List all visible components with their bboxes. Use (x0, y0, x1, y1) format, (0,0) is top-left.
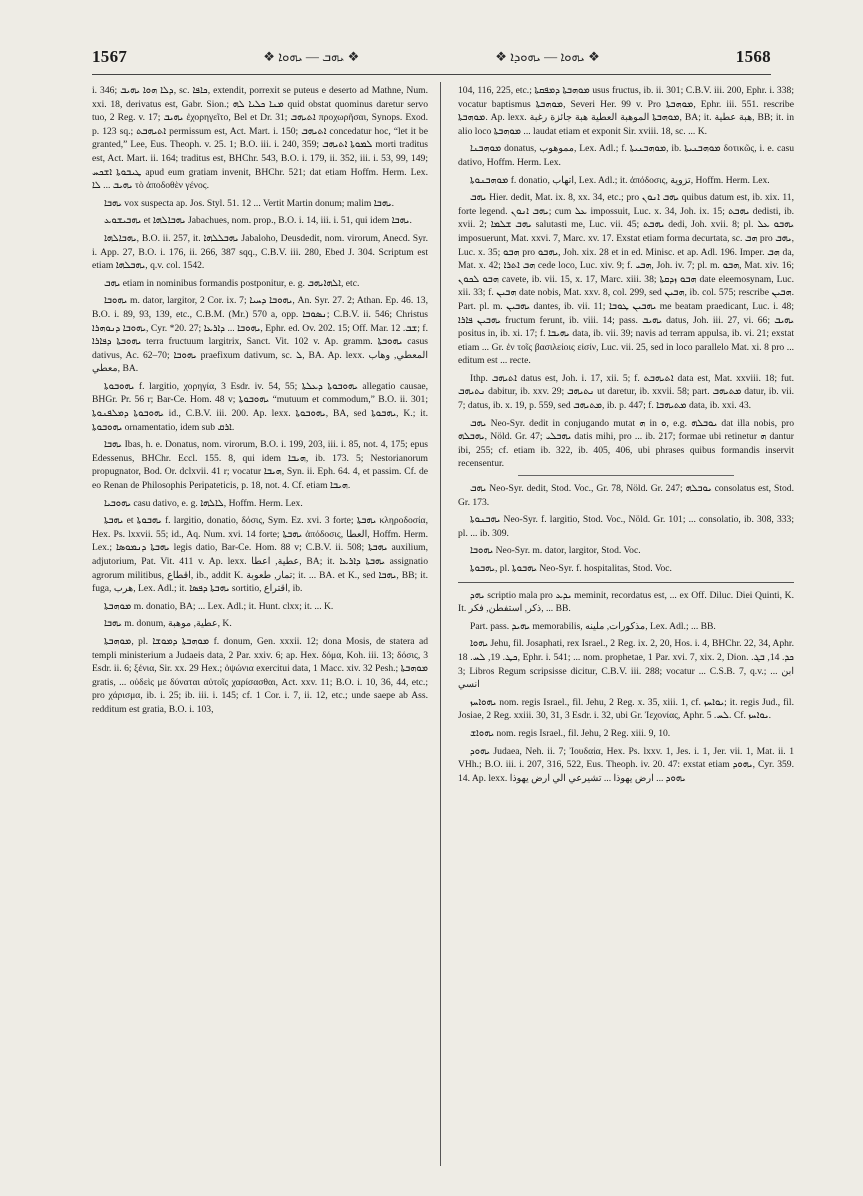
entry-paragraph: ܝܗܒܬܐ et ܝܗܒܘܬܐ f. largitio, donatio, δόσις, Sym. Ez. xvi. 3 forte; ܝܗܒܬܐ κληροδοσία, Hex. Ps. lxxvii. 55; id., Aq. Num. xvi. 14 forte; ܝܗܒܬܐ ἀπόδοσις, العطا, Hoffm. Herm. Lex.; ܝܗܒܬܐ ܕܢܡܘܣܐ legis datio, Bar-Ce. Hom. 88 v; C.B.V. ii. 508; ܝܗܒܬܐ auxilium, adjutorium, Pat. Vit. 411 v. Ap. lexx. عطية, اعطا, BA; it. ܝܗܒܬܐ ܕܐܪܥܐ assignatio agrorum militibus, اقطاع, ib., addit K. تمار, طعوبة; it. ... BA. et K., sed ܝܗܒܐ, BB; it. fuga, هرب, Lex. Adl.; it. ܝܗܒܬܐ ܕܦܣܐ sortitio, اقتراع, ib. (92, 515, 428, 595)
section-rule (458, 582, 794, 583)
entry-paragraph: ܝܗܒ Neo-Syr. dedit, Stod. Voc., Gr. 78, Nöld. Gr. 247; ܝܘܒܠܗ consolatus est, Stod. Gr. 173. (458, 483, 794, 508)
entry-paragraph: ܝܗܒܐ m. donum, عطية, موهبة, K. (104, 618, 232, 630)
entry-paragraph: 104, 116, 225, etc.; ܡܘܗܒܬܐ ܕܡܦܩܬܐ usus fructus, ib. ii. 301; C.B.V. iii. 200, Ephr. i. 338; vocatur baptismus ܡܘܗܒܬܐ, Severi Her. 99 v. Pro ܡܘܗܒܬܐ, Ephr. iii. 551. rescribe ܡܘܗܒܬܐ. Ap. lexx. ܡܘܗܒܬܐ الموهبة العطية هبة جائزة رغبة, BA; it. هبة عطية, BB; it. in alio loco ܡܘܗܒܬܐ ... laudat etiam et exponit Sir. xviii. 18, sc. ... K. (458, 85, 794, 137)
entry-paragraph: ܝܗܒ Neo-Syr. dedit in conjugando mutat ܗ in ܘ, e.g. ܝܘܒܠܗ dat illa nobis, pro ܝܗܒܠܗ, Nöld. Gr. 47; ܝܗܒܠܝ datis mihi, pro ... ib. 217; formae ubi retinetur ܗ dantur ibi, 255; cf. etiam ib. 322, ib. 405, 406, ubi phrases quibus formandis inservit recensentur. (458, 417, 794, 470)
entry-paragraph: ܝܗܕ scriptio mala pro ܝܕܥ meminit, recordatus est, ... ex Off. Diluc. Diei Quinti, K. It. ذكر, استفطن, فكر, ... BB. (458, 589, 794, 615)
entry-paragraph: ܝܗܒ Hier. dedit, Mat. ix. 8, xx. 34, etc.; pro ܝܗܒ ܐܢܘܢ quibus datum est, ib. xix. 11, forte legend. ܝܗܒ ܐܢܘܢ; cum ܥܠ impossuit, Luc. x. 34, Joh. ix. 15; ܝܗܒܬ dedisti, ib. xvii. 2; ܝܗܒ ܫܠܡܐ salutasti me, Luc. vii. 45; ܝܗܒܬ dedi, Joh. xvii. 8; pl. ܝܗܒܘ ܥܠ imposuerunt, Mat. xxvi. 7, Marc. xv. 17. Exstat etiam forma decurtata, sc. ܗܒ pro ܝܗܒ, Luc. x. 35; ܗܒܘ pro ܝܗܒܘ, Joh. xix. 28 et in ed. Minisc. et ap. Adl. 196. Imper. ܗܒ da, Mat. x. 42; ܗܒ ܐܬܪܐ cede loco, Luc. xiv. 9; f. ܗܒܝ, Joh. iv. 7; pl. m. ܗܒܘ, Mat. xiv. 16; ܗܒܘ ܠܟܘܢ cavete, ib. vii. 15, x. 17, Marc. xiii. 38; ܗܒܘ ܙܕܩܬܐ date eleemosynam, Luc. xii. 33; f. ܗܒܝܢ date nobis, Mat. xxv. 8, col. 299, sed ܗܒܝܢ, ib. col. 575; rescribe ܗܒܝܢ. Part. pl. m. ܝܗܒܝܢ dantes, ib. vii. 11; ܝܗܒܝܢ ܛܘܒܐ me beatam praedicant, Luc. i. 48; ܝܗܒܝܢ ܦܐܪܐ fructum ferunt, ib. viii. 14; pass. ܝܗܝܒ datus, Joh. iii. 27, vi. 66; ܝܗܝܒ positus in, ib. xi. 17; f. ܝܗܝܒܐ data, ib. vii. 39; navis ad terram appulsa, ib. vi. 21; exstat etiam ... Gr. ἐν τοῖς βασιλείοις εἰσίν, Luc. vii. 25, sed in loco parallelo Mat. xi. 8 pro ... editum est ... recte. (458, 192, 794, 367)
entry-paragraph: ܝܗܘܒܐ m. dator, largitor, 2 Cor. ix. 7; ܝܗܘܒܐ ܕܚܝܐ, An. Syr. 27. 2; Athan. Ep. 46. 13, B.O. i. 89, 93, 139, etc., C.B.M. (Mr.) 570 a, opp. ܢܣܘܒܐ; C.B.V. ii. 546; Christus ܝܗܘܒܐ ܕܢܘܗܪܐ, Cyr. *20. 27; ܝܗܘܒܐ ... ܕܐܪܥܐ, Ephr. ed. Ov. 202. 15; Off. Mar. ܫܒ. 12; f. ܝܗܘܒܬܐ ܕܦܐܪܐ terra fructuum largitrix, Sanct. Vit. 102 v. Ap. gramm. ܝܗܘܒܬܐ casus dativus, Ac. 62–70; ܝܗܘܒܐ praefixum dativum, sc. ܠ, BA. Ap. lexx. المعطي, وهاب معطي, BA. (92, 295, 428, 375)
entry-paragraph: ܝܗܒܐ Ibas, h. e. Donatus, nom. virorum, B.O. i. 199, 203, iii. i. 85, not. 4, 175; epus Edessenus, BHChr. Eccl. 155. 8, qui idem ܗܝܒܐ, ib. 173. 5; Nestorianorum propugnator, Bod. Or. dclxvii. 41 r; vocatur ܗܝܒܐ, Syn. ii. Eph. 64. 4, et passim. Cf. de eo Renan de Philosophis Peripateticis, p. 18, not. 4. Cf. etiam ܗܝܒܐ. (92, 439, 428, 492)
entry-paragraph: i. 346; ܕܠܐ ܗܘܐ ܝܗܝܒ, sc. ܟܐܦܐ, extendit, porrexit se puteus e deserto ad Mathne, Num. xxi. 18, derivatus est, Gabr. Sion.; ܡܢܐ ܟܠܝܐ ܠܗ quid obstat quominus daretur servo tuo, 2 Reg. v. 17; ܝܗܝܒ ἐχορηγεῖτο, Bel et Dr. 31; ܐܬܝܗܒ προχωρῆσαι, Synops. Exod. p. 123 sq.; ܐܬܝܗܒܬ permissum est, Act. Mart. i. 150; ܐܬܝܗܒ concedatur hoc, “let it be granted,” Lee, Eus. Theoph. v. 25. 1; B.O. iii. i. 240, 359; ܠܡܘܬܐ ܐܬܝܗܒ morti traditus est, Act. Mart. ii. 164; traditus est, BHChr. 543, B.O. i. 179, ii. 352, iii. i. 53, 99, 149; ܛܝܒܘܬܐ ܐܫܟܚ apud eum gratiam invenit, BHChr. 521; dat etiam Hoffm. Herm. Lex. ܝܗܝܒ ... ܠܐ τὸ ἀποδοθὲν γένος. (92, 85, 428, 192)
page-header (92, 44, 771, 70)
right-running-title: ❖ ܝܗܘܐ — ܝܗܘܕܐ ❖ (495, 49, 600, 64)
entry-paragraph: ܝܗܘܐܚܙ nom. regis Israel., fil. Jehu, 2 Reg. x. 35, xiii. 1, cf. ܝܘܐܚܙ; it. regis Jud., fil. Josiae, 2 Reg. xxiii. 30, 31, 3 Esdr. i. 32, ubi Gr. Ἰεχονίας, Aphr. ܠܚ. 5. Cf. ܝܘܐܚܙ. (458, 696, 794, 722)
entry-paragraph: ܝܗܒܢܘܬܐ Neo-Syr. f. largitio, Stod. Voc., Nöld. Gr. 101; ... consolatio, ib. 308, 333; pl. ... ib. 309. (458, 514, 794, 539)
right-page-number: 1568 (735, 47, 771, 66)
entry-paragraph: ܝܗܒܐ vox suspecta ap. Jos. Styl. 51. 12 ... Vertit Martin donum; malim ܝܗܒܐ. (104, 197, 395, 209)
entry-paragraph: ܝܗܘܐ Jehu, fil. Josaphati, rex Israel., 2 Reg. ix. 2, 20, Hos. i. 4, BHChr. 22, 34, Aphr. ܟܛ. 19, ܠܚ. 18, Ephr. i. 541; ... nom. prophetae, 1 Par. xvi. 7, xix. 2, Dion. ܟܕ. 14, ܒܓ. 3; Libros Regum scripsisse dicitur, C.B.V. iii. 288; vocatur ... C.S.B. 7, q.v.; ... ابن انسي (458, 638, 794, 691)
entry-paragraph: ܝܗܘܒܘܬܐ f. largitio, χορηγία, 3 Esdr. iv. 54, 55; ܝܗܘܒܘܬܐ ܕܥܠܬܐ allegatio causae, BHGr. Pr. 56 r; Bar-Ce. Hom. 48 v; ܝܗܘܒܘܬܐ “mutuum et commodum,” B.O. ii. 301; ܝܗܘܒܘܬܐ ܕܡܠܦܢܘܬܐ id., C.B.V. iii. 200. Ap. lexx. ܝܗܘܒܘܬܐ, BA, sed ܝܗܒܘܬܐ, K.; it. ܝܗܘܒܘܬܐ ornamentatio, idem sub ܐܪܩ. (92, 380, 428, 433)
entry-paragraph: ܝܗܘܒܐ Neo-Syr. m. dator, largitor, Stod. Voc. (470, 545, 641, 557)
entry-paragraph: Part. pass. ܝܗܝܕ memorabilis, مذكورات, ملينه, Lex. Adl.; ... BB. (470, 620, 716, 632)
entry-paragraph: ܝܗܒܘܬܐ, pl. ܝܗܒܘܬܐ Neo-Syr. f. hospitalitas, Stod. Voc. (470, 563, 672, 574)
left-running-title: ❖ ܝܗܒ — ܝܗܘܐ ❖ (263, 49, 360, 64)
entry-paragraph: ܝܗܒܝܫܘܥ et ܝܗܒܐܠܗܐ Jabachues, nom. prop., B.O. i. 14, iii. i. 51, qui idem ܝܗܒܐ. (104, 215, 412, 227)
entry-paragraph: ܡܘܗܒܢܐ donatus, مموهوب, Lex. Adl.; f. ܡܘܗܒܢܝܬܐ, ib. ܡܘܗܒܢܝܬܐ δοτικῶς, i. e. casu dativo, Hoffm. Herm. Lex. (458, 143, 794, 168)
section-rule (518, 475, 734, 476)
entry-paragraph: ܝܗܒܐܠܗܐ, B.O. ii. 257, it. ܝܗܒܠܠܗܐ Jabaloho, Deusdedit, nom. virorum, Anecd. Syr. i. App. 27, B.O. i. 176, ii. 266, 387 sqq., C.B.V. iii. 280, Ebed J. 304. Scriptum est etiam ܝܗܒܠܗܐ, q.v. col. 1542. (92, 232, 428, 272)
entry-paragraph: ܡܘܗܒܢܘܬܐ f. donatio, اتهاب, Lex. Adl.; it. ἀπόδοσις, تزوية, Hoffm. Herm. Lex. (470, 174, 770, 186)
column-divider (440, 82, 441, 1166)
entry-paragraph: ܡܘܗܒܬܐ m. donatio, BA; ... Lex. Adl.; it. Hunt. clxx; it. ... K. (104, 600, 334, 612)
entry-paragraph: ܝܗܘܒܝܐ casu dativo, e. g. ܠܐܠܗܐ, Hoffm. Herm. Lex. (104, 497, 303, 509)
entry-paragraph: ܝܗܘܐܫ nom. regis Israel., fil. Jehu, 2 Reg. xiii. 9, 10. (470, 727, 671, 739)
left-page-number: 1567 (92, 47, 128, 66)
entry-paragraph: ܝܗܒ etiam in nominibus formandis postponitur, e. g. ܐܠܗܐܝܗܒ, etc. (104, 277, 360, 289)
right-column (458, 84, 794, 1164)
entry-paragraph: ܡܘܗܒܬܐ, pl. ܡܘܗܒܬܐ ܕܡܘܫܐ f. donum, Gen. xxxii. 12; dona Mosis, de statera ad templi ministerium a Judaeis data, 2 Par. xxiv. 6; ap. Hex. δόμα, Koh. iii. 13; δόσις, 3 Esdr. ii. 6; ξένια, Sir. xx. 29 Hex.; ὀψώνια exercitui data, 1 Macc. xiv. 32 Pesh.; ܡܘܗܒܬܐ gratis, ... οὐδεὶς με δύναται αὐτοῖς χαρίσασθαι, Act. xxv. 11; B.O. i. 10, 36, 44, etc.; pro χάρισμα, ib. i. 25; ib. iii. i. 145; cf. 1 Cor. i. 7, ii. 12, etc.; unde saepe ab Ass. redditum est gratia, B.O. i. 103, (92, 635, 428, 715)
entry-paragraph: Ithp. ܐܬܝܗܒ datus est, Joh. i. 17, xii. 5; f. ܐܬܝܗܒܬ data est, Mat. xxviii. 18; fut. ܢܬܝܗܒ dabitur, ib. xxv. 29; ܢܬܝܗܒ ut daretur, ib. xxvii. 58; part. ܡܬܝܗܒ datur, ib. vii. 7; datus, ib. x. 19, p. 559, sed ܡܬܝܗܒ, ib. p. 447; f. ܡܬܝܗܒܐ data, ib. xxi. 43. (458, 372, 794, 412)
entry-paragraph: ܝܗܘܕ Judaea, Neh. ii. 7; Ἰουδαία, Hex. Ps. lxxv. 1, Jes. i. 1, Jer. vii. 1, Mat. ii. 1 VHh.; B.O. iii. i. 207, 316, 522, Eus. Theoph. iv. 20. 47: exstat etiam ܝܗܘܕ, Cyr. 359. 14. Ap. lexx. ܝܗܘܕ ... ارض يهوذا ... تشيرعي الي ارض يهوذا (458, 745, 794, 784)
left-column (92, 84, 428, 1164)
header-rule (92, 74, 771, 75)
